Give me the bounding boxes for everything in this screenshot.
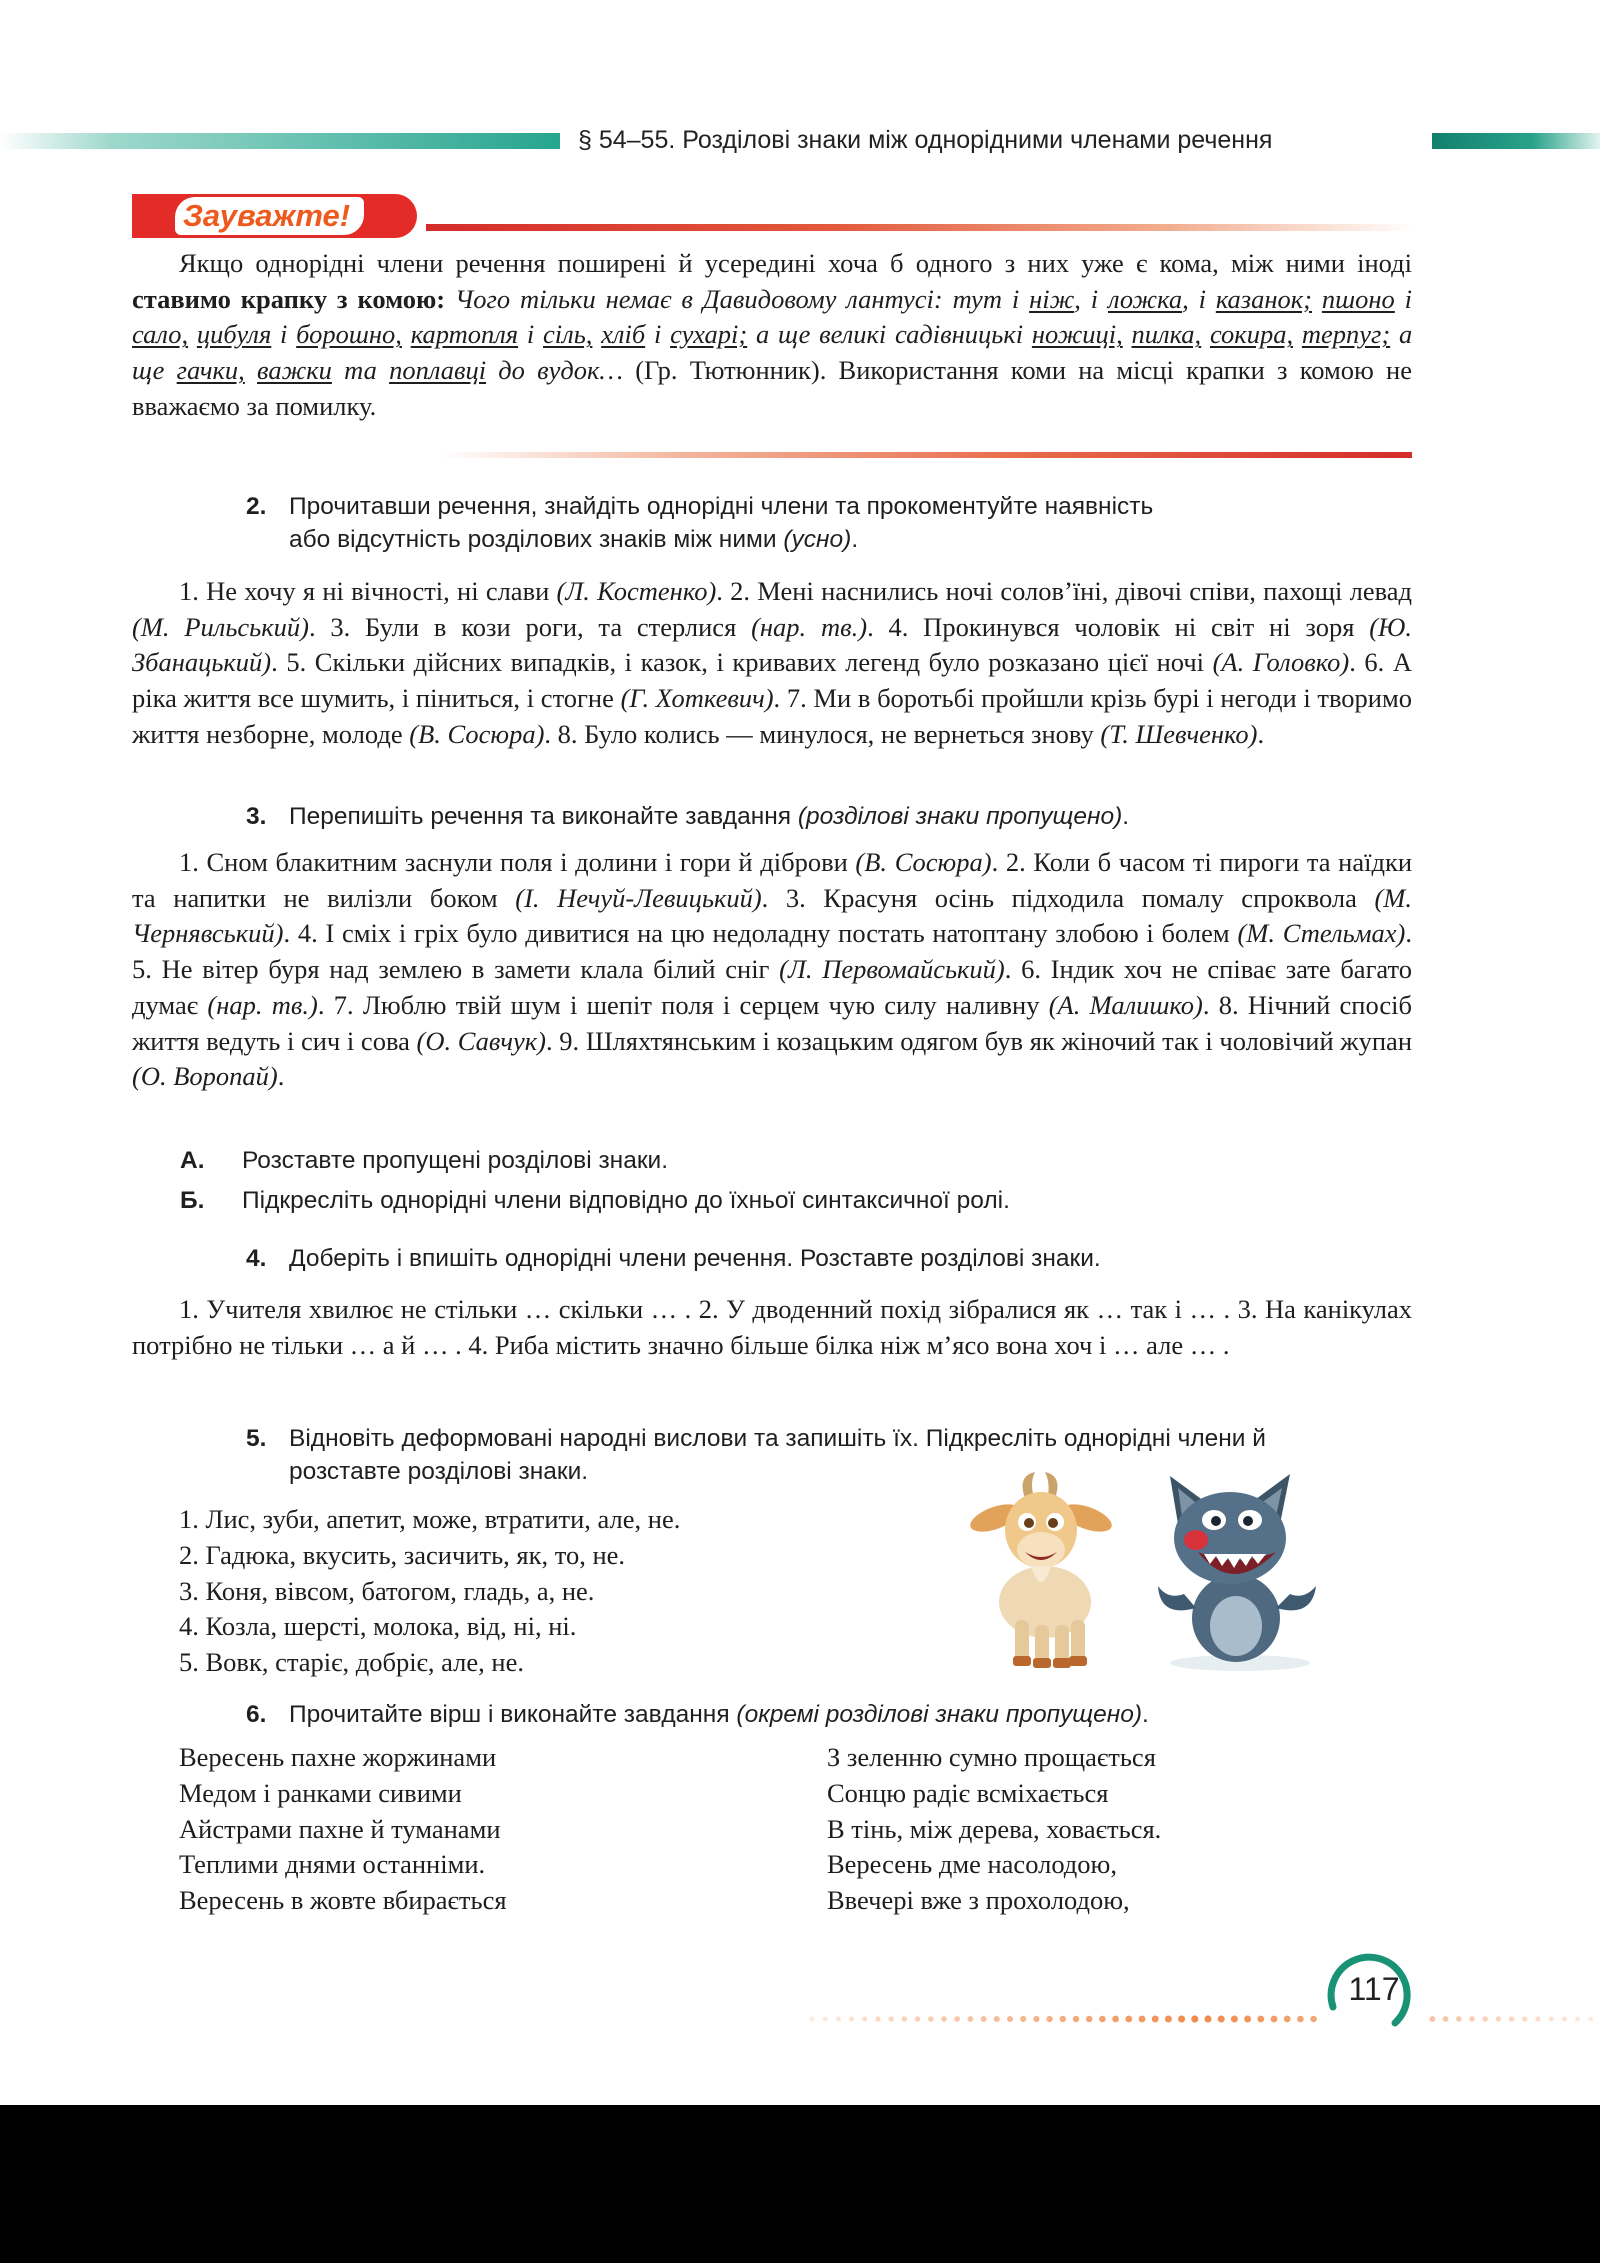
footer-dot: [1046, 2016, 1052, 2022]
footer-dot: [1007, 2016, 1013, 2022]
list-item: 4. Козла, шерсті, молока, від, ні, ні.: [179, 1611, 577, 1642]
footer-dot: [1429, 2016, 1435, 2022]
note-badge-label: Зауважте!: [175, 197, 364, 235]
task-4-instruction: 4. Доберіть і впишіть однорідні члени речення. Розставте розділові знаки.: [246, 1245, 1101, 1272]
footer-dot: [1575, 2017, 1580, 2022]
footer-dot: [915, 2016, 921, 2022]
footer-dot: [1257, 2016, 1264, 2023]
footer-dot: [1310, 2016, 1317, 2023]
poem-line: Медом і ранками сивими: [179, 1777, 462, 1808]
poem-left-column: [132, 1740, 507, 1919]
task-3-subtask-a: А. Розставте пропущені розділові знаки.: [180, 1147, 669, 1174]
task-4-sentences: 1. Учителя хвилює не стільки … скільки … . 2. У дводенний похід зібралися як … так і … . 3. На канікулах потрібно не тільки … а й … . 4. Риба містить значно більше білка ніж м’ясо вона хоч і … але … .: [132, 1294, 1412, 1360]
footer-dot: [1588, 2017, 1593, 2022]
footer-dot: [875, 2016, 880, 2021]
footer-dot: [981, 2016, 987, 2022]
footer-dot: [1271, 2016, 1278, 2023]
footer-dot: [994, 2016, 1000, 2022]
list-item: 5. Вовк, старіє, добріє, але, не.: [179, 1647, 524, 1678]
footer-dot: [1509, 2016, 1514, 2021]
footer-dot: [1152, 2016, 1159, 2023]
footer-dot: [941, 2016, 947, 2022]
footer-dot: [1139, 2016, 1146, 2023]
footer-dot: [1112, 2016, 1119, 2023]
footer-dot: [823, 2017, 828, 2022]
footer-dot: [1244, 2016, 1251, 2023]
footer-dot: [1231, 2016, 1238, 2023]
footer-dot: [1549, 2016, 1554, 2021]
footer-dot: [889, 2016, 894, 2021]
footer-dot: [1496, 2016, 1501, 2021]
footer-dot: [1535, 2016, 1540, 2021]
footer-dot: [928, 2016, 934, 2022]
note-badge: [132, 194, 417, 238]
header-bar-right: [1432, 133, 1600, 149]
footer-dot: [1482, 2016, 1487, 2021]
poem-line: В тінь, між дерева, ховається.: [827, 1813, 1162, 1844]
header-bar-left: [0, 133, 560, 149]
poem-line: Вересень дме насолодою,: [827, 1849, 1117, 1880]
footer-dot: [1284, 2016, 1291, 2023]
task-3-subtask-b: Б. Підкресліть однорідні члени відповідно до їхньої синтаксичної ролі.: [180, 1187, 1010, 1214]
task-6-instruction: 6. Прочитайте вірш і виконайте завдання (окремі розділові знаки пропущено).: [246, 1701, 1149, 1728]
poem-line: Айстрами пахне й туманами: [179, 1813, 501, 1844]
footer-dot: [1165, 2015, 1172, 2022]
list-item: 2. Гадюка, вкусить, засичить, як, то, не.: [179, 1539, 626, 1570]
list-item: 1. Лис, зуби, апетит, може, втратити, але, не.: [179, 1504, 681, 1534]
task-3-instruction: 3. Перепишіть речення та виконайте завдання (розділові знаки пропущено).: [246, 803, 1130, 830]
note-paragraph: Якщо однорідні члени речення поширені й усередині хоча б одного з них уже є кома, між ними іноді ставимо крапку з комою: Чого тільки немає в Давидовому лантусі: тут і ніж, і ложка, і казанок; пшоно і сало, цибуля і борошно, картопля і сіль, хліб і сухарі; а ще великі садівницькі ножиці, пилка, сокира, терпуг; а ще гачки, важки та поплавці до вудок… (Гр. Тютюнник). Використання коми на місці крапки з комою не вважаємо за помилку.: [132, 248, 1413, 421]
page-number: 117: [1348, 1971, 1400, 2007]
wolf-illustration: [1140, 1468, 1330, 1673]
footer-dot: [1562, 2016, 1567, 2021]
footer-dot: [810, 2017, 815, 2022]
section-title: § 54–55. Розділові знаки між однорідними членами речення: [578, 126, 1273, 154]
poem-line: Теплими днями останніми.: [179, 1849, 486, 1880]
footer-dot: [1456, 2016, 1462, 2022]
goat-illustration: [955, 1470, 1130, 1670]
footer-dot: [1073, 2016, 1079, 2022]
poem-right-column: [780, 1740, 1161, 1919]
poem-line: Сонцю радіє всміхається: [827, 1777, 1109, 1808]
poem-line: Вересень пахне жоржинами: [179, 1742, 497, 1772]
task-2-sentences: 1. Не хочу я ні вічності, ні слави (Л. Костенко). 2. Мені наснились ночі солов’їні, дівочі співи, пахощі левад (М. Рильський). 3. Були в кози роги, та стерлися (нар. тв.). 4. Прокинувся чоловік ні світ ні зоря (Ю. Збанацький). 5. Скільки дійсних випадків, і казок, і кривавих легенд було розказано цієї ночі (А. Головко). 6. А ріка життя все шумить, і піниться, і стогне (Г. Хоткевич). 7. Ми в боротьбі пройшли крізь бурі і негоди і творимо життя незборне, молоде (В. Сосюра). 8. Було колись — минулося, не вернеться знову (Т. Шевченко).: [132, 576, 1413, 749]
list-item: 3. Коня, вівсом, батогом, гладь, а, не.: [179, 1575, 595, 1606]
note-divider-bottom: [440, 452, 1412, 458]
footer-dot: [902, 2016, 907, 2021]
footer-dot: [1060, 2016, 1066, 2022]
footer-dot: [1099, 2016, 1106, 2023]
footer-dot: [1178, 2015, 1185, 2022]
footer-dot: [1204, 2015, 1211, 2022]
footer-dot: [1522, 2016, 1527, 2021]
poem-line: З зеленню сумно прощається: [827, 1742, 1156, 1772]
task-5-list: [132, 1502, 680, 1681]
footer-dot: [862, 2016, 867, 2021]
footer-dot: [954, 2016, 960, 2022]
footer-dot: [967, 2016, 973, 2022]
footer-dot: [849, 2016, 854, 2021]
footer-dot: [836, 2016, 841, 2021]
task-2-instruction: 2. Прочитавши речення, знайдіть однорідні члени та прокоментуйте наявність або відсутність розділових знаків між ними (усно).: [246, 493, 1154, 553]
poem-line: Ввечері вже з прохолодою,: [827, 1885, 1130, 1916]
footer-dot: [1443, 2016, 1449, 2022]
footer-dot: [1125, 2016, 1132, 2023]
footer-dot: [1033, 2016, 1039, 2022]
poem-line: Вересень в жовте вбирається: [179, 1885, 507, 1916]
task-5-instruction: 5. Відновіть деформовані народні вислови та запишіть їх. Підкресліть однорідні члени й розставте розділові знаки.: [246, 1425, 1266, 1485]
note-divider-top: [426, 224, 1416, 231]
footer-dot: [1086, 2016, 1093, 2023]
footer-dot: [1297, 2016, 1304, 2023]
footer-dot: [1218, 2015, 1225, 2022]
footer-dot: [1469, 2016, 1475, 2022]
footer-dot: [1020, 2016, 1026, 2022]
task-3-sentences: 1. Сном блакитним заснули поля і долини і гори й діброви (В. Сосюра). 2. Коли б часом ті пироги та наїдки та напитки не вилізли боком (І. Нечуй-Левицький). 3. Красуня осінь підходила помалу спроквола (М. Чернявський). 4. І сміх і гріх було дивитися на цю недоладну постать натоптану злобою і болем (М. Стельмах). 5. Не вітер буря над землею в замети клала білий сніг (Л. Первомайський). 6. Індик хоч не співає зате багато думає (нар. тв.). 7. Люблю твій шум і шепіт поля і серцем чую силу наливну (А. Малишко). 8. Нічний спосіб життя ведуть і сич і сова (О. Савчук). 9. Шляхтянським і козацьким одягом був як жіночий так і чоловічий жупан (О. Воропай).: [132, 847, 1413, 1092]
footer-dot-line: [800, 2014, 1600, 2024]
footer-dot: [1191, 2015, 1198, 2022]
